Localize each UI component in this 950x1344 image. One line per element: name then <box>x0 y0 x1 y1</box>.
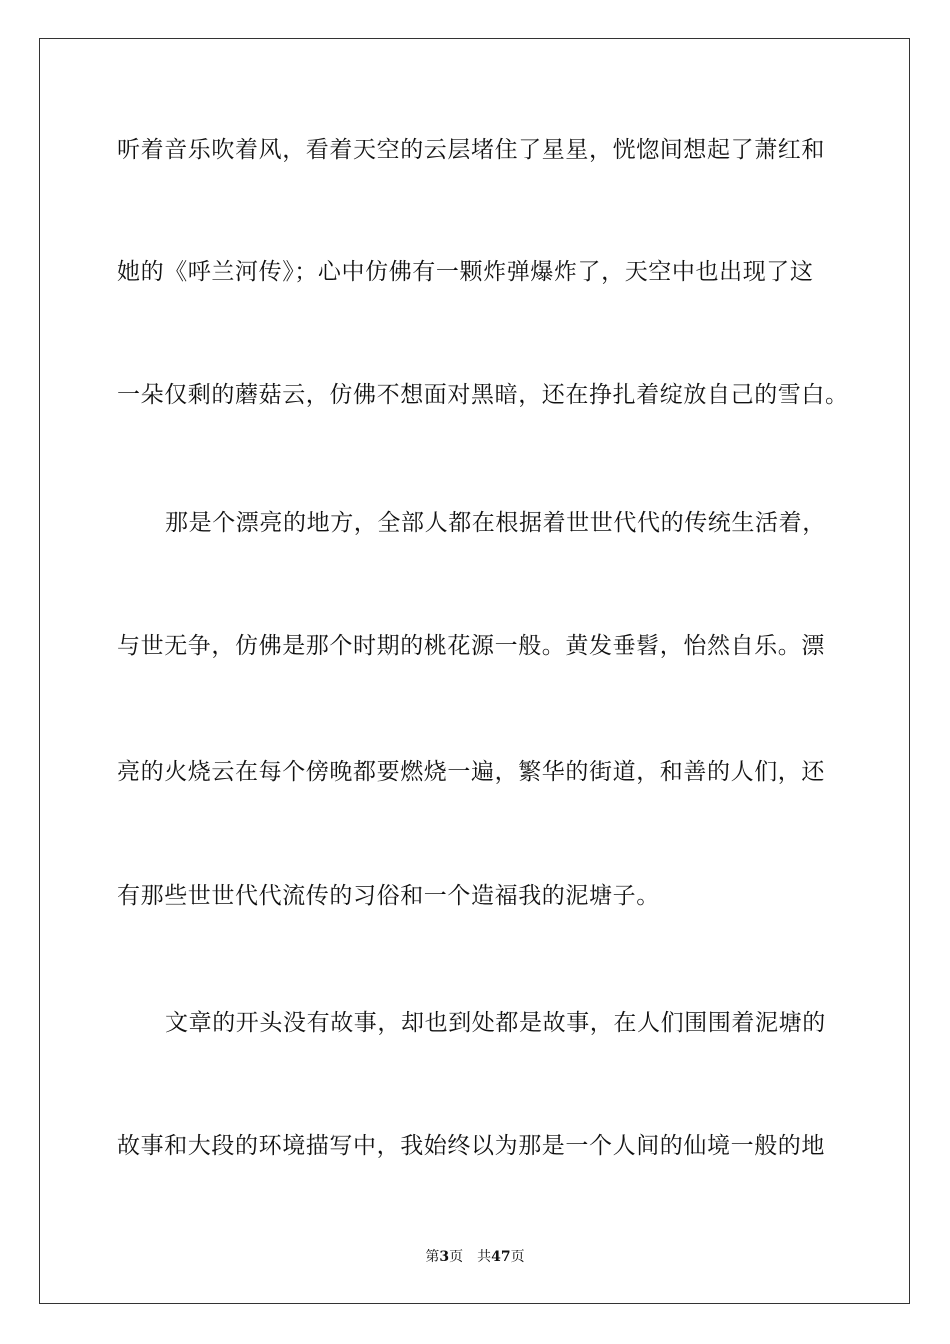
page-footer <box>0 1247 950 1267</box>
total-pages: 47 <box>491 1249 511 1265</box>
text-line-7: 有那些世世代代流传的习俗和一个造福我的泥塘子。 <box>117 883 660 909</box>
page-border <box>39 38 910 1304</box>
text-line-4: 那是个漂亮的地方，全部人都在根据着世世代代的传统生活着， <box>165 510 826 536</box>
text-line-2: 她的《呼兰河传》；心中仿佛有一颗炸弹爆炸了，天空中也出现了这 <box>117 259 814 285</box>
text-line-9: 故事和大段的环境描写中，我始终以为那是一个人间的仙境一般的地 <box>117 1133 825 1159</box>
page-number: 3 <box>439 1249 450 1265</box>
text-line-6: 亮的火烧云在每个傍晚都要燃烧一遍，繁华的街道，和善的人们，还 <box>117 759 825 785</box>
page-suffix: 页 <box>449 1249 464 1265</box>
text-line-5: 与世无争，仿佛是那个时期的桃花源一般。黄发垂髫，怡然自乐。漂 <box>117 633 825 659</box>
total-prefix: 共 <box>477 1249 492 1265</box>
total-suffix: 页 <box>510 1249 525 1265</box>
text-line-8: 文章的开头没有故事，却也到处都是故事，在人们围围着泥塘的 <box>165 1010 826 1036</box>
text-line-1: 听着音乐吹着风，看着天空的云层堵住了星星，恍惚间想起了萧红和 <box>117 137 825 163</box>
page-prefix: 第 <box>425 1249 440 1265</box>
text-line-3: 一朵仅剩的蘑菇云，仿佛不想面对黑暗，还在挣扎着绽放自己的雪白。 <box>117 382 849 408</box>
